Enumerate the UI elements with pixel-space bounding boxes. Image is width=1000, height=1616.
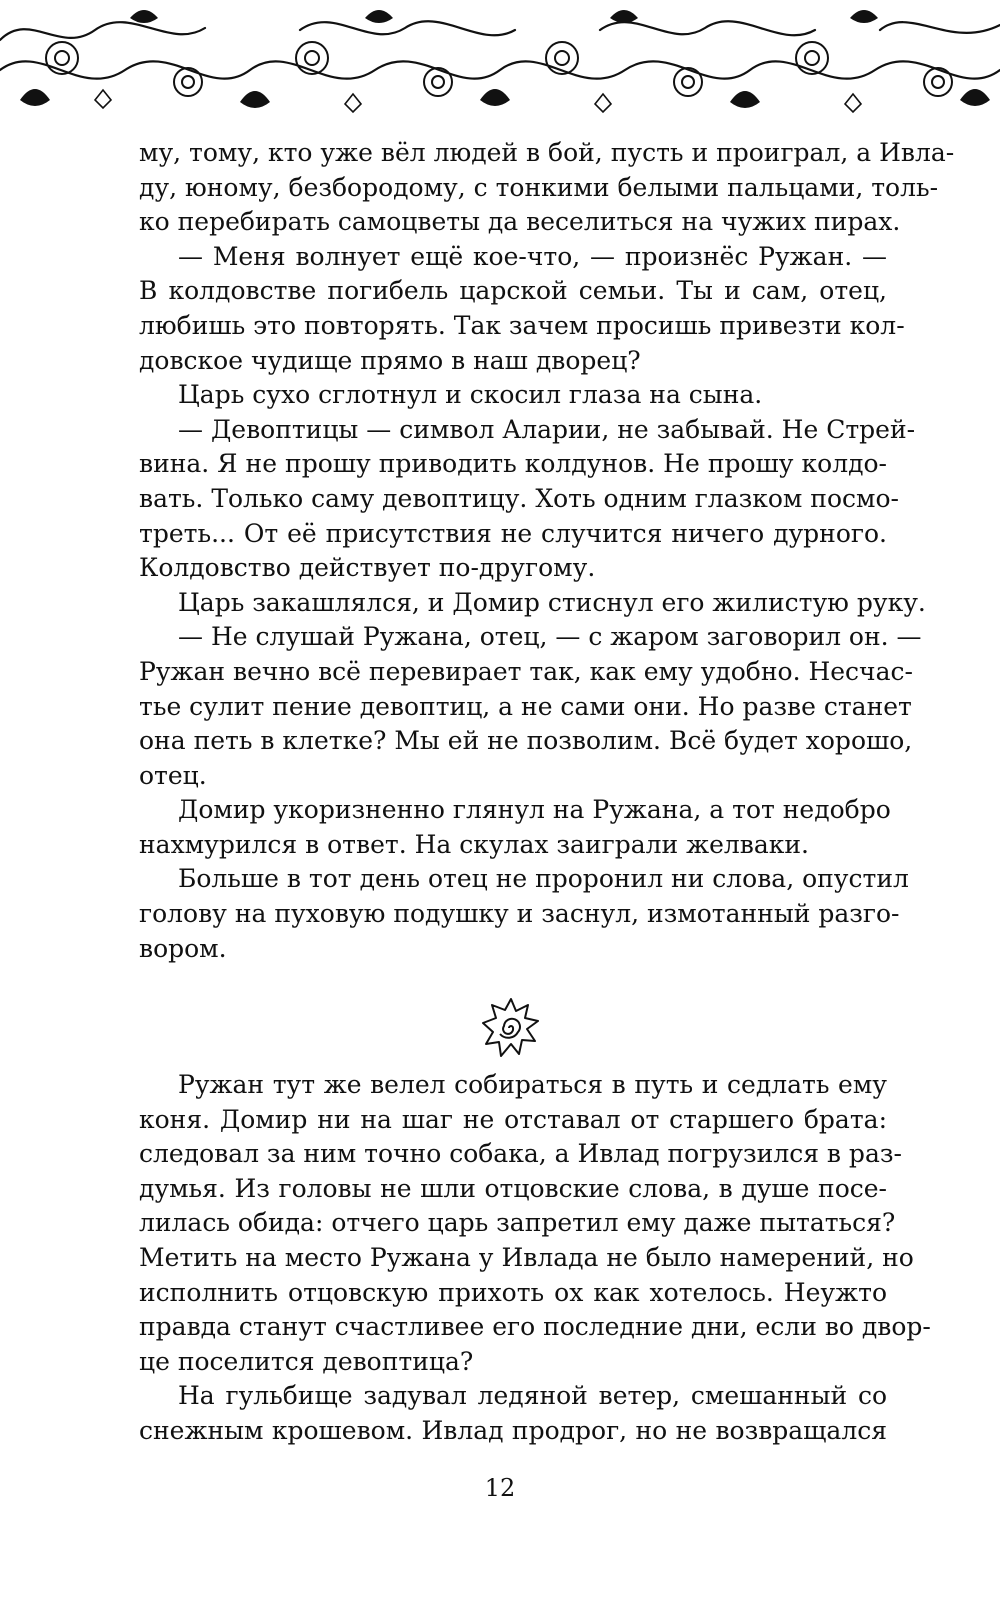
text-line: любишь это повторять. Так зачем просишь привезти кол- — [139, 310, 905, 340]
paragraph-6 — [139, 620, 922, 793]
text-line: треть... От её присутствия не случится ничего дурного. — [139, 518, 887, 548]
page-number: 12 — [484, 1474, 516, 1502]
text-line: Домир укоризненно глянул на Ружана, а тот недобро — [178, 795, 891, 825]
text-line: В колдовстве погибель царской семьи. Ты и сам, отец, — [139, 276, 887, 306]
text-line: Царь сухо сглотнул и скосил глаза на сына. — [178, 380, 763, 410]
paragraph-1 — [139, 136, 955, 240]
paragraph-3 — [139, 378, 887, 413]
text-line: ду, юному, безбородому, с тонкими белыми пальцами, толь- — [139, 172, 939, 202]
text-line: Больше в тот день отец не проронил ни слова, опустил — [178, 864, 909, 894]
paragraph-10 — [139, 1379, 887, 1448]
paragraph-8 — [139, 862, 909, 966]
text-line: — Меня волнует ещё кое-что, — произнёс Ружан. — — [178, 241, 887, 271]
paragraph-9 — [139, 1068, 931, 1379]
paragraph-4 — [139, 413, 916, 586]
text-line: ко перебирать самоцветы да веселиться на чужих пирах. — [139, 207, 901, 237]
text-line: нахмурился в ответ. На скулах заиграли желваки. — [139, 829, 809, 859]
paragraph-5 — [139, 586, 926, 621]
text-line: Метить на место Ружана у Ивлада не было намерений, но — [139, 1242, 914, 1272]
text-line: коня. Домир ни на шаг не отставал от старшего брата: — [139, 1104, 887, 1134]
text-line: исполнить отцовскую прихоть ох как хотелось. Неужто — [139, 1277, 887, 1307]
main-text-section-1 — [139, 136, 955, 966]
text-line: це поселится девоптица? — [139, 1346, 474, 1376]
text-line: следовал за ним точно собака, а Ивлад погрузился в раз- — [139, 1139, 902, 1169]
text-line: Ружан вечно всё перевирает так, как ему удобно. Несчас- — [139, 656, 913, 686]
sun-spiral-divider-icon — [481, 996, 541, 1060]
text-line: вором. — [139, 933, 227, 963]
main-text-section-2 — [139, 1068, 931, 1449]
text-line: снежным крошевом. Ивлад продрог, но не возвращался — [139, 1415, 887, 1445]
text-line: довское чудище прямо в наш дворец? — [139, 345, 641, 375]
floral-border-ornament — [0, 0, 1000, 120]
paragraph-2 — [139, 240, 905, 378]
text-line: вина. Я не прошу приводить колдунов. Не прошу колдо- — [139, 449, 887, 479]
text-line: думья. Из головы не шли отцовские слова, в душе посе- — [139, 1173, 887, 1203]
text-line: отец. — [139, 760, 207, 790]
text-line: она петь в клетке? Мы ей не позволим. Всё будет хорошо, — [139, 726, 913, 756]
text-line: На гульбище задувал ледяной ветер, смешанный со — [178, 1381, 887, 1411]
text-line: Колдовство действует по-другому. — [139, 553, 596, 583]
text-line: — Не слушай Ружана, отец, — с жаром заговорил он. — — [178, 622, 922, 652]
text-line: вать. Только саму девоптицу. Хоть одним глазком посмо- — [139, 483, 899, 513]
text-line: му, тому, кто уже вёл людей в бой, пусть и проиграл, а Ивла- — [139, 138, 955, 167]
text-line: тье сулит пение девоптиц, а не сами они. Но разве станет — [139, 691, 912, 721]
text-line: лилась обида: отчего царь запретил ему даже пытаться? — [139, 1208, 896, 1238]
text-line: голову на пуховую подушку и заснул, измотанный разго- — [139, 899, 900, 929]
paragraph-7 — [139, 793, 891, 862]
text-line: правда станут счастливее его последние дни, если во двор- — [139, 1312, 931, 1342]
text-line: Царь закашлялся, и Домир стиснул его жилистую руку. — [178, 587, 926, 617]
text-line: Ружан тут же велел собираться в путь и седлать ему — [178, 1070, 887, 1099]
text-line: — Девоптицы — символ Аларии, не забывай. Не Стрей- — [178, 414, 916, 444]
